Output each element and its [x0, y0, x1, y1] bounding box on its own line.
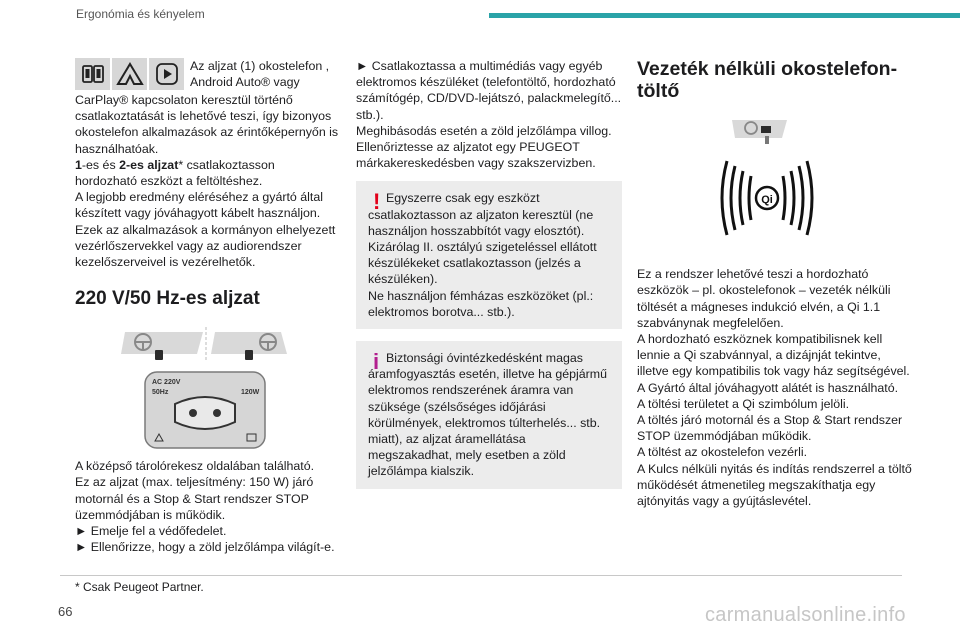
location-paragraph: A középső tárolórekesz oldalában található. — [75, 459, 315, 474]
socket-label-w: 120W — [241, 389, 260, 397]
system-paragraph: Ez a rendszer lehetővé teszi a hordozható eszközök – pl. okostelefonok – vezeték nélküli töltését a mágneses indukció elvén, a Qi 1.1 szabványnak megfelelően. — [637, 267, 891, 330]
keyless-paragraph: A Kulcs nélküli nyitás és indítás rendszerrel a töltő működését átmenetileg megszakíthatja egy ajtónyitás vagy a gyújtáslevétel. — [637, 461, 912, 509]
controls-paragraph: Ezek az alkalmazások a kormányon elhelyezett vezérlőszervekkel vagy az audiorendszer kezelőszerveivel is vezérelhetők. — [75, 222, 336, 270]
footer-divider — [60, 575, 902, 576]
column-3 — [637, 58, 912, 509]
warning-text-3: Ne használjon fémházas eszközöket (pl.: elektromos borotva... stb.). — [368, 288, 594, 319]
warning-icon: ! — [373, 189, 381, 215]
step-lift-cover: ► Emelje fel a védőfedelet. — [75, 524, 227, 539]
compatibility-paragraph: A hordozható eszköznek kompatibilisnek kell lennie a Qi szabvánnyal, a dizájnját tekintve, illetve egy kompatibilis tok vagy ház segítségével. — [637, 332, 910, 379]
step-connect-device: ► Csatlakoztassa a multimédiás vagy egyéb elektromos készüléket (telefontöltő, hordozható számítógép, CD/DVD-lejátszó, palackmelegítő... stb.). — [356, 59, 622, 122]
phone-control-paragraph: A töltést az okostelefon vezérli. — [637, 445, 808, 460]
android-auto-icon — [112, 58, 147, 90]
step-check-lamp: ► Ellenőrizze, hogy a zöld jelzőlámpa világít-e. — [75, 540, 335, 555]
warning-text-2: Kizárólag II. osztályú szigeteléssel ellátott készülékeket csatlakoztasson (jelzés a készüléken). — [368, 240, 597, 287]
charging-area-paragraph: A töltési területet a Qi szimbólum jelöli. — [637, 396, 850, 411]
footnote: * Csak Peugeot Partner. — [75, 580, 204, 594]
engine-running-paragraph: A töltés járó motornál és a Stop & Start rendszer STOP üzemmódjában működik. — [637, 413, 903, 444]
warning-note — [356, 181, 622, 329]
carplay-paragraph: CarPlay® kapcsolaton keresztül történő csatlakoztatását is lehetővé teszi, így bizonyos okostelefon alkalmazások az érintőképernyőn is használhatóak. — [75, 93, 339, 156]
socket-label-ac: AC 220V — [152, 379, 181, 387]
approved-pad-paragraph: A Gyártó által jóváhagyott alátét is használható. — [637, 380, 899, 395]
wireless-charger-illustration — [637, 116, 912, 256]
socket-2-ref: 2-es aljzat — [119, 157, 179, 172]
fault-paragraph: Meghibásodás esetén a zöld jelzőlámpa villog. — [356, 123, 612, 138]
socket-label-hz: 50Hz — [152, 389, 169, 397]
section-heading-220v: 220 V/50 Hz-es aljzat — [75, 288, 260, 310]
power-paragraph: Ez az aljzat (max. teljesítmény: 150 W) járó motornál és a Stop & Start rendszer STOP üzemmódjában is működik. — [75, 475, 314, 522]
section-heading-wireless: Vezeték nélküli okostelefon-töltő — [637, 58, 898, 102]
socket-text: -es és — [81, 157, 120, 172]
column-2 — [356, 58, 622, 489]
intro-line-1: Az aljzat (1) okostelefon , — [190, 59, 330, 73]
sockets-paragraph — [75, 157, 340, 189]
cable-paragraph: A legjobb eredmény eléréséhez a gyártó által készített vagy jóváhagyott kábelt használjon. — [75, 190, 323, 221]
mirror-screen-icon — [75, 58, 110, 90]
connectivity-icons — [75, 58, 184, 90]
page-number: 66 — [58, 604, 73, 619]
column-1 — [75, 58, 340, 555]
socket-1-ref: 1 — [75, 157, 82, 172]
warning-text: Egyszerre csak egy eszközt csatlakoztasson az aljzaton keresztül (ne használjon hosszabbítót vagy elosztót). — [368, 191, 594, 238]
info-text: Biztonsági óvintézkedésként magas áramfogyasztás esetén, illetve ha gépjármű elektromos rendszerének áramra van szüksége (szélsőséges időjárási körülmények, elektromos túlterhelés... stb. miatt), az aljzat áramellátása megszakadhat, mely esetben a zöld jelzőlámpa kialszik. — [368, 351, 607, 479]
steering-socket-illustration — [75, 324, 340, 452]
intro-line-2: Android Auto® vagy — [190, 75, 300, 90]
section-header: Ergonómia és kényelem — [76, 7, 205, 21]
socket-figures — [75, 324, 340, 452]
qi-label: Qi — [761, 194, 773, 206]
header-accent-bar — [489, 13, 960, 18]
info-icon: i — [373, 349, 380, 375]
info-note — [356, 341, 622, 489]
watermark: carmanualsonline.info — [705, 604, 906, 626]
carplay-icon — [149, 58, 184, 90]
dealer-paragraph: Ellenőriztesse az aljzatot egy PEUGEOT márkakereskedésben vagy szakszervizben. — [356, 140, 596, 171]
socket-text-2: * csatlakoztasson hordozható eszközt a feltöltéshez. — [75, 157, 275, 189]
